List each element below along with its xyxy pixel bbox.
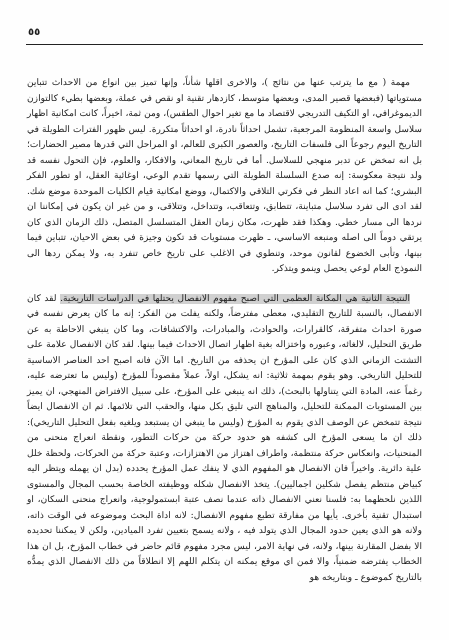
paragraph-2-text: لقد كان الانفصال، بالنسبة للتاريخ التقليدي، معطى مفترضاً، ولكنه يفلت من الفكر: إنه ما كان يعرض نفسه في صورة احداث متفرقة، كالقرارات، والحوادث، والمبادرات، والاكتشافات، وما كان ينبغي الاحاطة به عن طريق التحليل، لالغائه، وعبوره واختزاله بغية اظهار اتصال الاحداث فيما بينها. لقد كان الانفصال علامة على التشتت الزماني الذي كان على المؤرخ ان يحذفه من التاريخ. اما الآن فانه اصبح احد العناصر الاساسية للتحليل التاريخي. وهو يقوم بمهمة ثلاثية: انه يشكل، اولاً، عملاً مقصوداً للمؤرخ (وليس ما تعترضه عليه، رغماً عنه، المادة التي يتناولها بالبحث)، ذلك انه ينبغي على المؤرخ، على سبيل الافتراض المنهجي، ان يميز بين المستويات الممكنة للتحليل، والمناهج التي تليق بكل منها، والحقب التي تلائمها. ثم ان الانفصال ايضاً نتيجة تتمخض عن الوصف الذي يقوم به المؤرخ (وليس ما ينبغي ان يستبعد ويلغيه بفعل التحليل التاريخي): ذلك ان ما يسعى المؤرخ الى كشفه هو حدود حركة من حركات التطور، ونقطة انعراج منحنى من المنحنيات، وانعكاس حركة منتظمة، واطراف اهتزاز من الاهتزازات، وعتبة حركة من الحركات، ولحظة خلل علية دائرية. واخيراً فان الانفصال هو المفهوم الذي لا ينفك عمل المؤرخ يحدده (بدل ان يهمله ويتظر اليه كبياض منتظم يفصل شكلين اجماليين). يتخذ الانفصال شكله ووظيفته الخاصة بحسب المجال والمستوى اللذين نلحظهما به: فلسنا نعني الانفصال ذاته عندما نصف عتبة ابستمولوجية، وانعراج منحنى السكان، او استبدال تقنية بأخرى. يأيها من مفارقة تطبع مفهوم الانفصال: لانه اداة البحث وموضوعه في الوقت ذاته، ولانه هو الذي يعين حدود المجال الذي يتولد فيه ، ولانه يسمح بتعيين تفرد الميادين، ولكن لا يمكننا تحديده الا بفضل المقارنة بينها، ولانه، في نهاية الامر، ليس مجرد مفهوم قائم حاضر في خطاب المؤرخ، بل ان هذا الخطاب يفترضه ضمنياً، والا فمن اي موقع يمكنه ان يتكلم اللهم إلا انطلاقاً من ذلك الانفصال الذي يمدُّه بالتاريخ كموضوع ـ وبتاريخه هو [27,293,422,583]
body-text [27,76,422,586]
page-number: ٥٥ [28,27,41,38]
paragraph-2 [27,292,422,587]
header-rule [26,44,423,45]
paragraph-1-text: مهمة ( مع ما يترتب عنها من نتائج )، والاخرى اقلها شأناً، وإنها تميز بين انواع من الاحداث تتباين مستوياتها (فبعضها قصير المدى، وبعضها متوسط، كازدهار تقنية او نقص في عملة، وبعضها بطيء كالتوازن الديموغرافي، او التكيف التدريجي لاقتصاد ما مع تغير احوال الطقس)، ومن ثمة، اخيراً، كانت امكانية اظهار سلاسل واسعة المنظومة المرجعية، تشمل احداثاً نادرة، او احداثاً متكررة. ليس ظهور الفترات الطويلة في التاريخ اليوم رجوعاً الى فلسفات التاريخ، والعصور الكبرى للعالم، او المراحل التي قدرها مصير الحضارات؛ بل انه تمخض عن تدبر منهجي للسلاسل. أما في تاريخ المعاني، والافكار، والعلوم، فإن التحول نفسه قد ولد نتيجة معكوسة: إنه صدع السلسلة الطويلة التي رسمها تقدم الوعي، اوغائية العقل، او تطور الفكر البشري؛ كما انه اعاد النظر في فكرتي التلاقي والاكتمال، ووضع امكانية قيام الكليات الموحدة موضع شك. لقد ادى الى تفرد سلاسل متباينة، تتطابق، وتتعاقب، وتتداخل، وتتلاقى، و من غير ان يكون في إمكاننا ان نردها الى مسار خطي. وهكذا فقد ظهرت، مكان زمان العقل المتسلسل المتصل، ذلك الزمان الذي كان يرتقي دوماً الى اصله ومنبعه الاساسي، ـ ظهرت مستويات قد تكون وجيزة في بعض الاحيان، تتباين فيما بينها، وتأبى الخضوع لقانون موحد، وتنطوي في الاغلب على تاريخ خاص تنفرد به، ولا يمكن ردها الى النموذج العام لوعي يحصل وينمو ويتذكر. [27,78,422,274]
paragraph-2-highlighted-sentence: النتيجة الثانية هي المكانة العظمى التي اصبح مفهوم الانفصال يحتلها في الدراسات التاريخية. [60,293,410,304]
paragraph-1 [27,76,422,278]
